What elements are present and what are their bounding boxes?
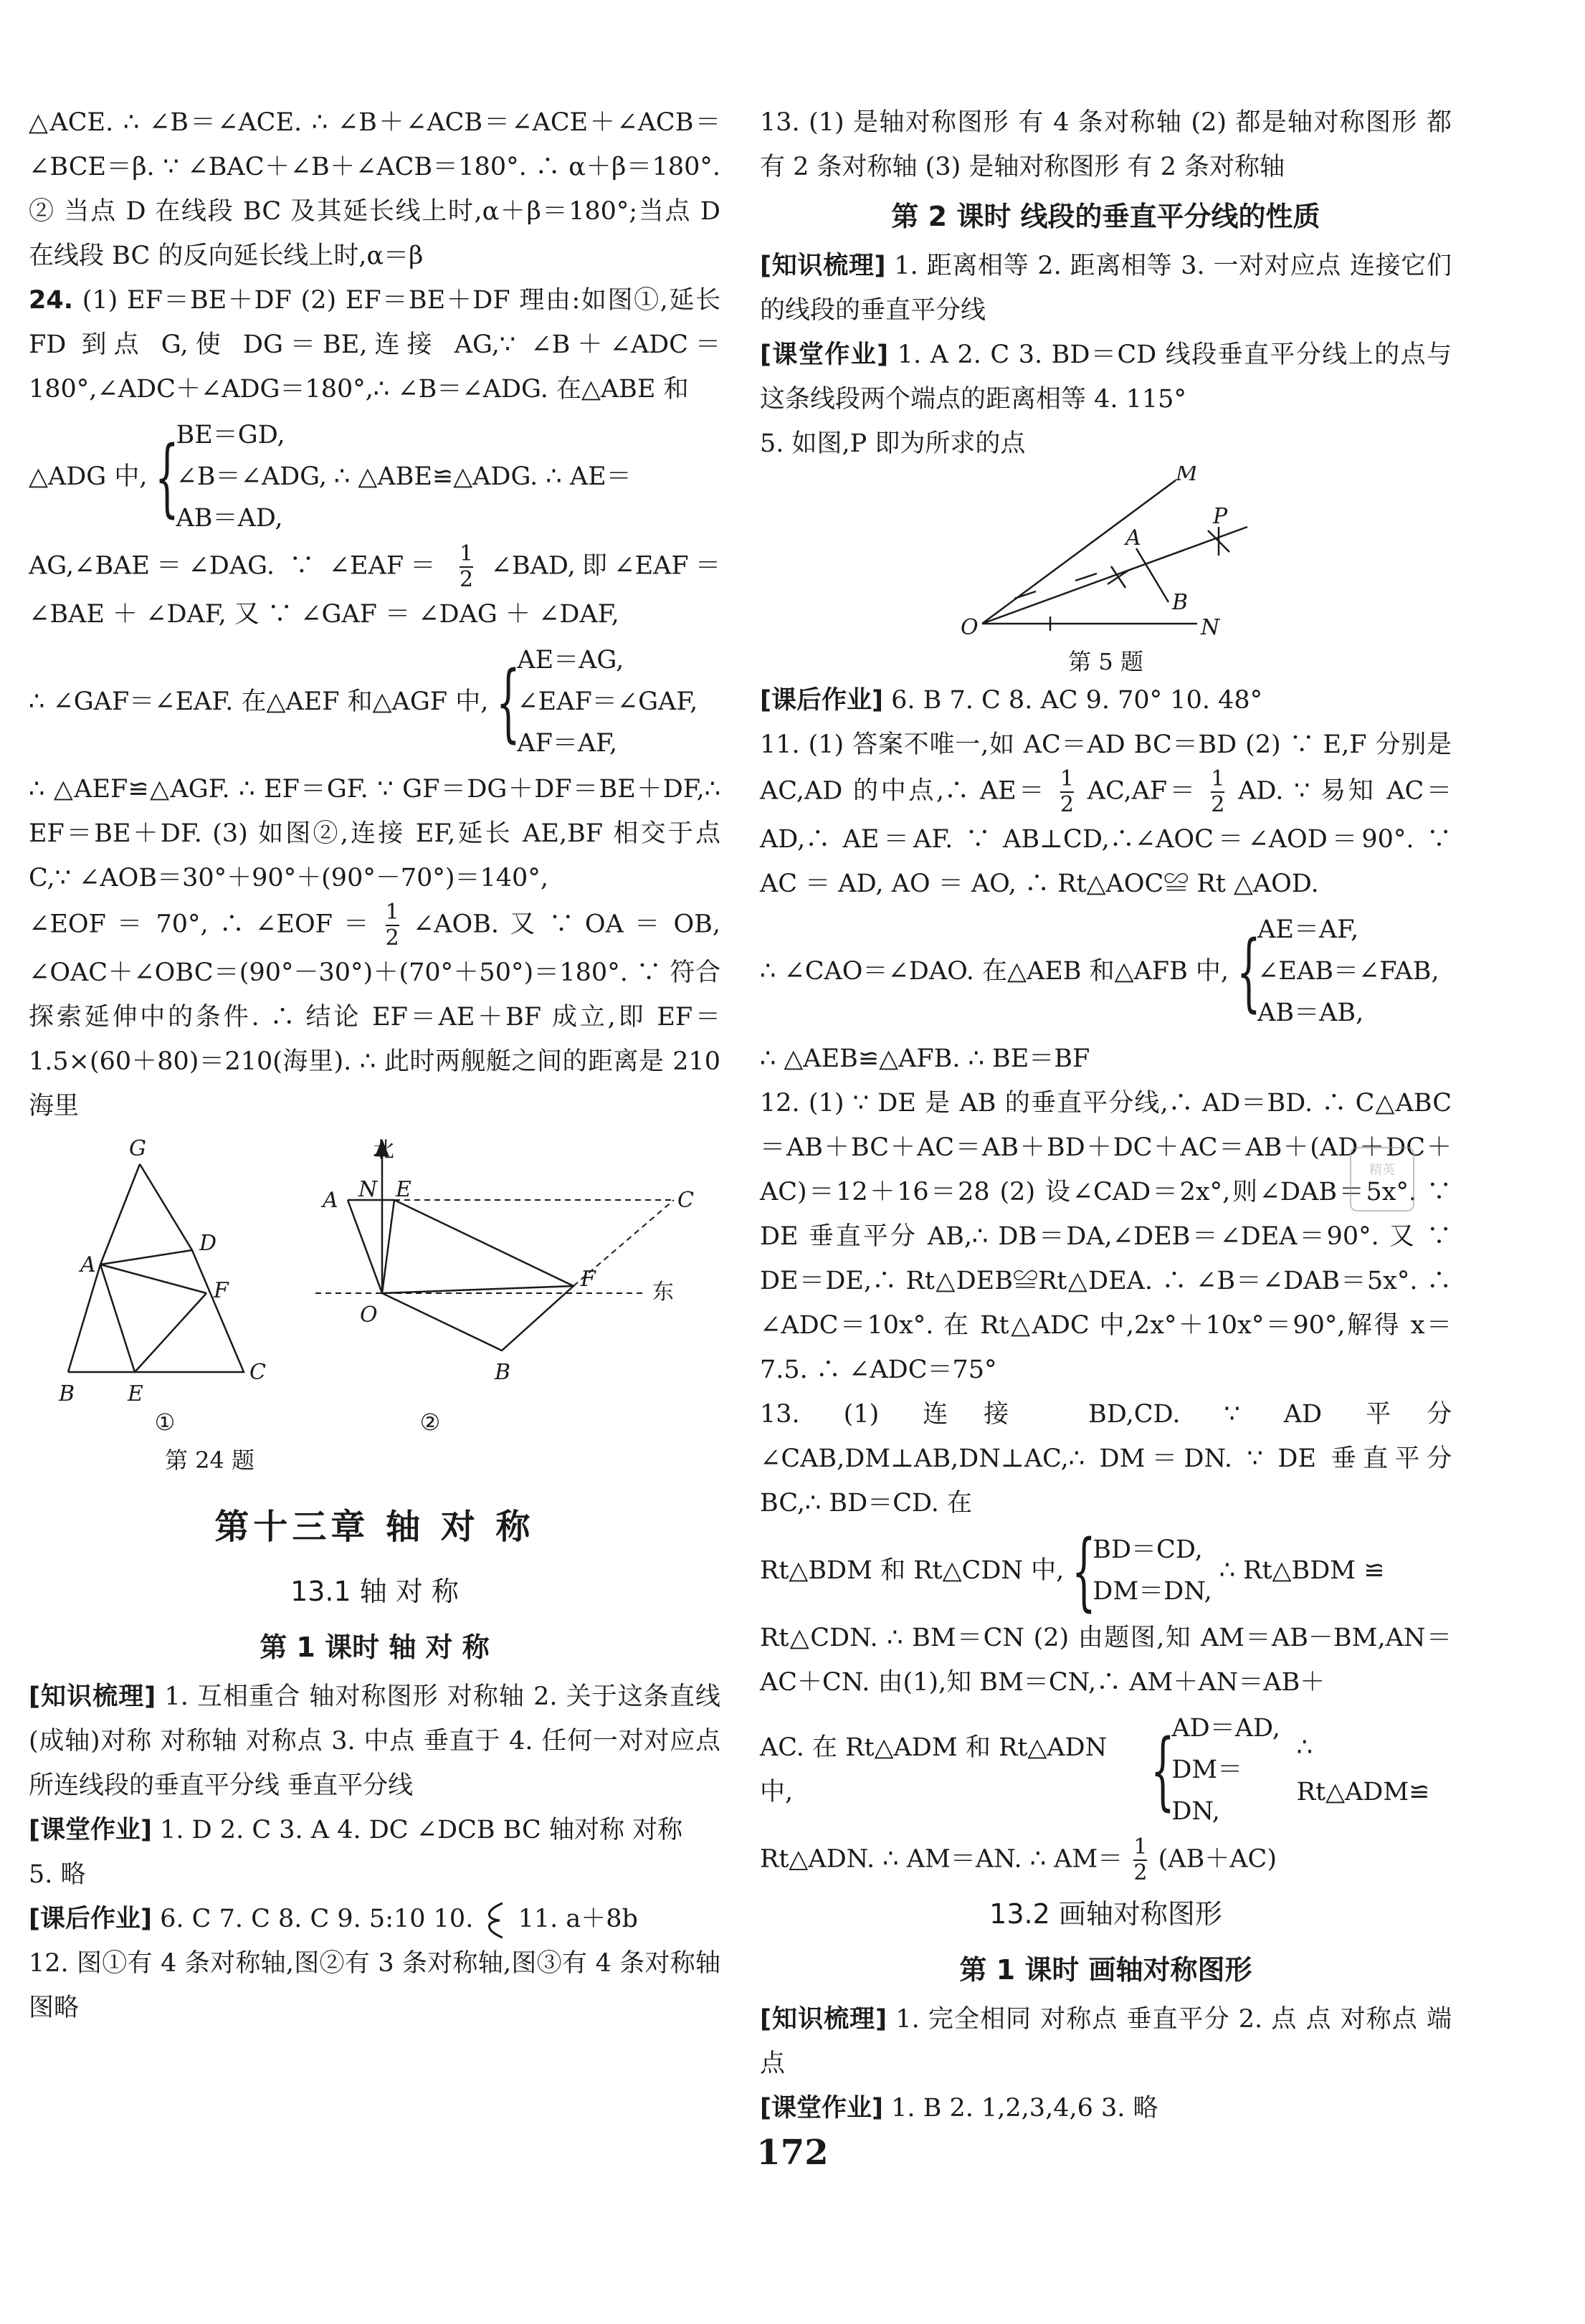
lesson-title: 第 1 课时 轴 对 称 xyxy=(260,1632,490,1663)
answer-24-part-b xyxy=(29,542,720,637)
classwork-tag: [课堂作业] xyxy=(760,340,889,369)
fraction-numerator: 1 xyxy=(460,541,474,566)
fig-label: F xyxy=(214,1278,229,1303)
figure-24-2-dashed xyxy=(315,1200,674,1293)
answer-13-system-2 xyxy=(760,1708,1452,1832)
classwork-tag: [课堂作业] xyxy=(760,2094,883,2123)
knowledge-tag: [知识梳理] xyxy=(760,2005,887,2034)
figure-24-diagrams xyxy=(29,1135,720,1408)
page-number: 172 xyxy=(756,2133,829,2173)
fig-label: N xyxy=(358,1177,378,1202)
fraction-numerator: 1 xyxy=(1133,1834,1148,1859)
fig-label: O xyxy=(961,615,979,640)
figure-24-1-labels xyxy=(58,1136,266,1406)
answer-11-system-prefix: ∴ ∠CAO＝∠DAO. 在△AEB 和△AFB 中, xyxy=(760,957,1229,986)
figure-5-diagram xyxy=(760,466,1452,645)
homework-text: 6. C 7. C 8. C 9. 5:10 10. xyxy=(160,1905,474,1933)
figure-24-2-labels xyxy=(320,1138,694,1385)
knowledge-tag: [知识梳理] xyxy=(760,252,886,280)
fraction-numerator: 1 xyxy=(1211,766,1225,791)
system-lines xyxy=(1093,1529,1212,1612)
fraction-denominator: 2 xyxy=(460,567,474,592)
fraction-denominator: 2 xyxy=(1133,1860,1148,1885)
system-line: BE＝GD, xyxy=(176,421,285,449)
fig-label: E xyxy=(396,1177,411,1202)
brace-icon: { xyxy=(496,652,521,751)
answer-13-top: 13. (1) 是轴对称图形 有 4 条对称轴 (2) 都是轴对称图形 都有 2 条对称轴 (3) 是轴对称图形 有 2 条对称轴 xyxy=(760,108,1452,181)
figure-5-lines xyxy=(982,480,1247,631)
answer-24-part-a: (1) EF＝BE＋DF (2) EF＝BE＋DF 理由:如图①,延长 FD 到点 G,使 DG＝BE,连接 AG,∵ ∠B＋∠ADC＝180°,∠ADC＋∠ADG＝180°,∴ ∠B＝∠ADG. 在△ABE 和 xyxy=(29,286,720,404)
answer-13-system-1-prefix: Rt△BDM 和 Rt△CDN 中, xyxy=(760,1556,1065,1585)
classwork-tag: [课堂作业] xyxy=(29,1816,152,1844)
left-column xyxy=(29,100,720,2030)
answer-13-b: Rt△CDN. ∴ BM＝CN (2) 由题图,知 AM＝AB－BM,AN＝AC＋CN. 由(1),知 BM＝CN,∴ AM＋AN＝AB＋ xyxy=(760,1624,1452,1697)
classwork-block-2 xyxy=(760,333,1452,422)
system-lines xyxy=(176,414,327,539)
fig-label: E xyxy=(128,1381,143,1406)
answer-11-system xyxy=(760,909,1452,1034)
fraction-half xyxy=(1060,767,1074,817)
fig-label: B xyxy=(1172,590,1189,615)
homework-tag: [课后作业] xyxy=(29,1905,152,1933)
fig-label: A xyxy=(1125,525,1141,551)
watermark-stamp: 精英 xyxy=(1350,1147,1414,1211)
knowledge-block-3 xyxy=(760,1997,1452,2086)
system-line: ∠B＝∠ADG, xyxy=(176,462,328,491)
fig-label: A xyxy=(80,1252,96,1277)
prev-answer-continuation: △ACE. ∴ ∠B＝∠ACE. ∴ ∠B＋∠ACB＝∠ACE＋∠ACB＝∠BCE＝β. ∵ ∠BAC＋∠B＋∠ACB＝180°. ∴ α＋β＝180°. ② 当点 D 在线段 BC 及其延长线上时,α＋β＝180°;当点 D 在线段 BC 的反向延长线上时,α＝β xyxy=(29,108,720,270)
fraction-denominator: 2 xyxy=(1060,792,1074,817)
fraction-denominator: 2 xyxy=(1211,792,1225,817)
system-line: AE＝AF, xyxy=(1257,915,1359,944)
classwork-text: 1. D 2. C 3. A 4. DC ∠DCB BC 轴对称 对称 xyxy=(160,1816,683,1844)
fraction-numerator: 1 xyxy=(385,900,399,925)
section-title: 13.1 轴 对 称 xyxy=(290,1576,459,1607)
fig-label: 东 xyxy=(652,1280,674,1305)
figure-24-subcaptions xyxy=(29,1409,720,1437)
section-2-title: 13.2 画轴对称图形 xyxy=(989,1898,1222,1930)
fig-label: O xyxy=(360,1303,378,1328)
homework-tag: [课后作业] xyxy=(760,686,883,715)
answer-13-c2: (AB＋AC) xyxy=(1158,1844,1277,1874)
answer-12: 12. (1) ∵ DE 是 AB 的垂直平分线,∴ AD＝BD. ∴ C△ABC＝AB＋BC＋AC＝AB＋BD＋DC＋AC＝AB＋(AD＋DC＋AC)＝12＋16＝28 (2) 设∠CAD＝2x°,则∠DAB＝5x°. ∵ DE 垂直平分 AB,∴ DB＝DA,∠DEB＝∠DEA＝90°. 又 ∵ DE＝DE,∴ Rt△DEB≌Rt△DEA. ∴ ∠B＝∠DAB＝5x°. ∴ ∠ADC＝10x°. 在 Rt△ADC 中,2x°＋10x°＝90°,解得 x＝7.5. ∴ ∠ADC＝75° xyxy=(760,1089,1452,1384)
lesson-3-title: 第 1 课时 画轴对称图形 xyxy=(959,1954,1252,1986)
fraction-half xyxy=(1211,767,1224,817)
fraction-half xyxy=(386,900,399,951)
answer-24-part-b2: ∠BAD,即∠EAF＝∠BAE ＋ ∠DAF, 又 ∵ ∠GAF ＝ ∠DAG ＋ ∠DAF, xyxy=(29,551,720,629)
system-line: ∠EAB＝∠FAB, xyxy=(1257,957,1439,986)
answer-5: 5. 如图,P 即为所求的点 xyxy=(760,429,1026,458)
system-lines xyxy=(1171,1708,1289,1832)
system-line: BD＝CD, xyxy=(1093,1535,1203,1564)
brace-icon: { xyxy=(155,427,180,526)
classwork-block-3 xyxy=(760,2086,1452,2130)
figure-24-sub1: ① xyxy=(154,1409,176,1436)
homework-text-2: 11. a＋8b xyxy=(518,1905,638,1933)
answer-11-a: 11. (1) 答案不唯一,如 AC＝AD BC＝BD (2) ∵ E,F 分别是 AC,AD 的中点,∴ AE＝ xyxy=(760,730,1452,806)
fig-label: D xyxy=(199,1231,217,1256)
fig-label: A xyxy=(323,1188,338,1213)
answer-13-system-2-prefix: AC. 在 Rt△ADM 和 Rt△ADN 中, xyxy=(760,1733,1108,1806)
system-line: AE＝AG, xyxy=(517,646,624,675)
figure-5-caption: 第 5 题 xyxy=(1068,648,1143,675)
system-line: ∠EAF＝∠GAF, xyxy=(517,687,698,716)
answer-13-a: 13. (1) 连接 BD,CD. ∵ AD 平分∠CAB,DM⊥AB,DN⊥AC,∴ DM＝DN. ∵ DE 垂直平分 BC,∴ BD＝CD. 在 xyxy=(760,1400,1452,1518)
system-lines xyxy=(1257,909,1439,1034)
fig-label: M xyxy=(1176,466,1198,486)
answer-24-system-1 xyxy=(29,414,720,539)
classwork-block xyxy=(29,1808,720,1852)
answer-24-part-c: ∴ △AEF≌△AGF. ∴ EF＝GF. ∵ GF＝DG＋DF＝BE＋DF,∴ EF＝BE＋DF. (3) 如图②,连接 EF,延长 AE,BF 相交于点 C,∵ ∠AOB＝30°＋90°＋(90°－70°)＝140°, xyxy=(29,775,720,892)
brace-icon: { xyxy=(1072,1521,1097,1620)
system-line: AD＝AD, xyxy=(1171,1714,1280,1743)
homework-q12: 12. 图①有 4 条对称轴,图②有 3 条对称轴,图③有 4 条对称轴 图略 xyxy=(29,1949,720,2022)
system-line: AB＝AD, xyxy=(176,504,283,533)
answer-11-a2: AC,AF＝ xyxy=(1087,776,1198,806)
answer-24-part-d xyxy=(29,900,720,1128)
answer-24 xyxy=(29,278,720,411)
figure-24-sub2: ② xyxy=(419,1409,441,1436)
answer-24-part-d1: ∠EOF ＝ 70°, ∴ ∠EOF ＝ xyxy=(29,910,372,939)
answer-13-system-2-suffix: ∴ Rt△ADM≌ xyxy=(1296,1733,1430,1806)
lesson-2-title: 第 2 课时 线段的垂直平分线的性质 xyxy=(891,201,1320,232)
classwork-text: 1. A 2. C 3. BD＝CD 线段垂直平分线上的点与这条线段两个端点的距离相等 4. 115° xyxy=(760,340,1452,414)
figure-5 xyxy=(760,466,1452,645)
figure-24-2-lines xyxy=(348,1141,573,1351)
fig-label: F xyxy=(581,1267,596,1292)
knowledge-text: 1. 距离相等 2. 距离相等 3. 一对对应点 连接它们的线段的垂直平分线 xyxy=(760,252,1452,325)
answer-13-system-1 xyxy=(760,1521,1452,1620)
right-column xyxy=(760,100,1452,2130)
figure-24-caption: 第 24 题 xyxy=(164,1447,255,1474)
fig-label: C xyxy=(249,1360,266,1385)
answer-11-a3: AD. ∵ 易知 AC＝AD,∴ AE＝AF. ∵ AB⊥CD,∴∠AOC＝∠AOD＝90°. ∵ AC ＝ AD, AO ＝ AO, ∴ Rt△AOC≌ Rt △AOD. xyxy=(760,776,1452,898)
answer-24-part-d2: ∠AOB. 又 ∵ OA ＝ OB, ∠OAC＋∠OBC＝(90°－30°)＋(70°＋50°)＝180°. ∵ 符合探索延伸中的条件. ∴ 结论 EF＝AE＋BF 成立,即 EF＝1.5×(60＋80)＝210(海里). ∴ 此时两舰艇之间的距离是 210 海里 xyxy=(29,910,720,1120)
mirror-curve-icon xyxy=(481,1900,510,1940)
answer-24-system-1-suffix: ∴ △ABE≌△ADG. ∴ AE＝ xyxy=(334,462,632,491)
homework-block xyxy=(29,1897,720,1941)
fraction-denominator: 2 xyxy=(385,925,399,951)
system-line: AB＝AB, xyxy=(1257,999,1364,1027)
fraction-half xyxy=(1133,1835,1147,1885)
knowledge-block xyxy=(29,1675,720,1808)
brace-icon: { xyxy=(1237,922,1261,1021)
figure-24 xyxy=(29,1135,720,1444)
figure-5-labels xyxy=(961,466,1228,640)
answer-11-end: ∴ △AEB≌△AFB. ∴ BE＝BF xyxy=(760,1044,1090,1073)
answer-11 xyxy=(760,723,1452,906)
figure-24-1-dashed xyxy=(100,1164,192,1265)
answer-24-system-2 xyxy=(29,639,720,764)
fig-label: P xyxy=(1213,504,1228,529)
answer-13-system-1-suffix: ∴ Rt△BDM ≌ xyxy=(1219,1556,1385,1585)
classwork-q5: 5. 略 xyxy=(29,1860,86,1889)
homework-block-2 xyxy=(760,678,1452,723)
fig-label: N xyxy=(1201,615,1220,640)
answer-24-number: 24. xyxy=(29,286,74,315)
classwork-text: 1. B 2. 1,2,3,4,6 3. 略 xyxy=(891,2094,1158,2123)
fraction-half xyxy=(460,542,473,592)
fig-label: 北 xyxy=(373,1138,394,1163)
system-line: DM＝DN, xyxy=(1093,1577,1212,1606)
knowledge-text: 1. 互相重合 轴对称图形 对称轴 2. 关于这条直线(成轴)对称 对称轴 对称点 3. 中点 垂直于 4. 任何一对对应点所连线段的垂直平分线 垂直平分线 xyxy=(29,1682,720,1800)
system-line: AF＝AF, xyxy=(517,729,618,758)
answer-13-c1: Rt△ADN. ∴ AM＝AN. ∴ AM＝ xyxy=(760,1844,1123,1874)
homework-text: 6. B 7. C 8. AC 9. 70° 10. 48° xyxy=(891,686,1263,715)
system-lines xyxy=(517,639,698,764)
knowledge-block-2 xyxy=(760,244,1452,333)
knowledge-tag: [知识梳理] xyxy=(29,1682,156,1711)
knowledge-text: 1. 完全相同 对称点 垂直平分 2. 点 点 对称点 端点 xyxy=(760,2005,1452,2078)
answer-24-system-1-prefix: △ADG 中, xyxy=(29,462,148,491)
answer-24-part-b1: AG,∠BAE＝∠DAG. ∵ ∠EAF＝ xyxy=(29,551,442,581)
answer-13-c xyxy=(760,1835,1452,1885)
answer-24-system-2-prefix: ∴ ∠GAF＝∠EAF. 在△AEF 和△AGF 中, xyxy=(29,687,489,716)
chapter-title: 第十三章 轴 对 称 xyxy=(214,1507,535,1547)
brace-icon: { xyxy=(1151,1720,1176,1819)
fraction-numerator: 1 xyxy=(1060,766,1074,791)
fig-label: G xyxy=(129,1136,146,1161)
system-line: DM＝DN, xyxy=(1171,1756,1243,1826)
fig-label: C xyxy=(677,1188,694,1213)
fig-label: B xyxy=(59,1381,75,1406)
fig-label: B xyxy=(495,1360,511,1385)
